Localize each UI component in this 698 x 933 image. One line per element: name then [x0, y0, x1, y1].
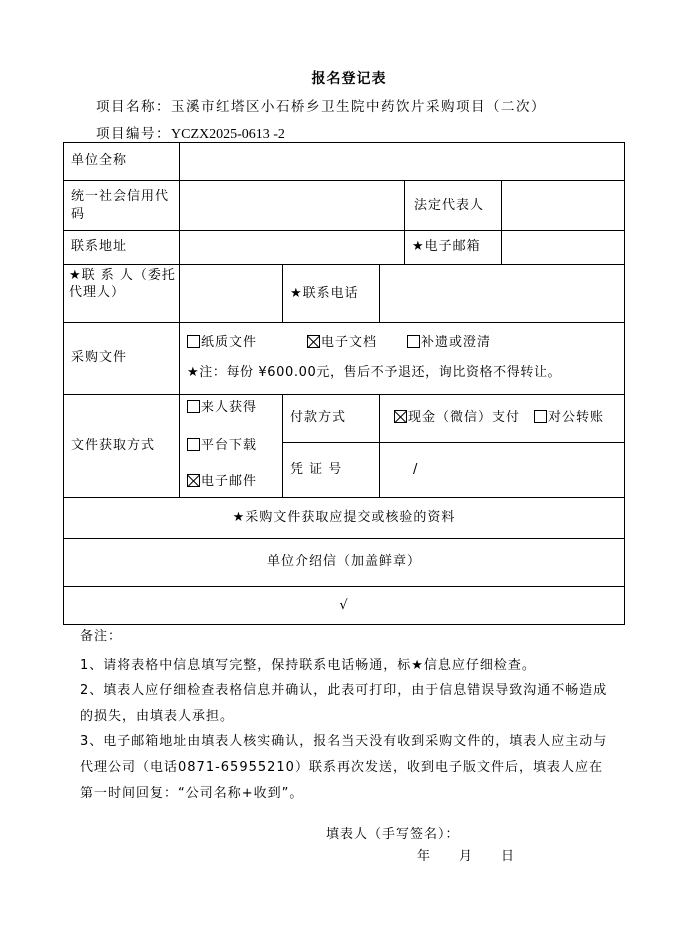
payment-option-label: 对公转账: [548, 410, 605, 425]
project-name-line: [96, 95, 546, 115]
phone-field[interactable]: [380, 265, 624, 321]
form-title: 报名登记表: [311, 71, 387, 87]
project-code: YCZX2025-0613 -2: [171, 127, 285, 142]
project-code-label: 项目编号：: [96, 126, 171, 142]
grid-line: [379, 394, 380, 497]
voucher-label: 凭 证 号: [290, 462, 343, 477]
credit-code-label: 统一社会信用代码: [71, 189, 170, 222]
address-field[interactable]: [180, 231, 403, 263]
phone-label: ★联系电话: [290, 286, 359, 301]
checkbox-icon[interactable]: [187, 335, 200, 348]
method-label: 文件获取方式: [71, 438, 156, 453]
notes-item: 1、请将表格中信息填写完整，保持联系电话畅通，标★信息应仔细检查。: [80, 658, 536, 673]
method-option-download[interactable]: [187, 437, 257, 455]
credit-code-field[interactable]: [180, 181, 403, 229]
doc-option-electronic[interactable]: [307, 334, 377, 352]
notes-item: 3、电子邮箱地址由填表人核实确认，报名当天没有收到采购文件的，填表人应主动与代理公司（电话0871-65955210）联系再次发送，收到电子版文件后，填表人应在第一时间回复：“公司名称+收到”。: [80, 734, 608, 801]
payment-option-label: 现金（微信）支付: [408, 410, 521, 425]
legal-rep-field[interactable]: [502, 181, 624, 229]
method-option-label: 来人获得: [201, 400, 258, 415]
project-name-label: 项目名称：: [96, 99, 171, 115]
payment-option-transfer[interactable]: [534, 409, 604, 427]
email-field[interactable]: [502, 231, 624, 263]
grid-line: [63, 538, 625, 539]
materials-item: 单位介绍信（加盖鲜章）: [266, 554, 421, 569]
voucher-value: /: [413, 462, 419, 477]
checkbox-icon[interactable]: [407, 335, 420, 348]
materials-check: √: [339, 598, 349, 613]
checkbox-icon[interactable]: [187, 400, 200, 413]
grid-line: [63, 322, 625, 323]
checkbox-icon[interactable]: [534, 410, 547, 423]
grid-line: [63, 497, 625, 498]
project-code-line: [96, 122, 285, 143]
unit-name-field[interactable]: [180, 143, 624, 179]
checked-checkbox-icon[interactable]: [187, 474, 200, 487]
method-option-email[interactable]: [187, 473, 257, 491]
doc-label: 采购文件: [71, 350, 128, 365]
grid-line: [179, 394, 180, 497]
legal-rep-label: 法定代表人: [414, 198, 485, 213]
grid-line: [282, 394, 283, 497]
signature-label: 填表人（手写签名）：: [326, 827, 460, 842]
grid-line: [282, 264, 283, 322]
grid-line: [179, 322, 180, 394]
unit-name-label: 单位全称: [71, 153, 128, 168]
method-option-label: 电子邮件: [201, 474, 258, 489]
doc-option-paper[interactable]: [187, 334, 257, 352]
grid-line: [63, 586, 625, 587]
checked-checkbox-icon[interactable]: [394, 410, 407, 423]
project-name: 玉溪市红塔区小石桥乡卫生院中药饮片采购项目（二次）: [171, 99, 546, 115]
doc-option-label: 电子文档: [321, 335, 378, 350]
method-option-in-person[interactable]: [187, 399, 257, 417]
payment-label: 付款方式: [290, 410, 347, 425]
method-option-label: 平台下载: [201, 438, 258, 453]
grid-line: [404, 180, 405, 264]
payment-option-cash[interactable]: [394, 409, 520, 427]
notes-heading: 备注：: [80, 629, 123, 644]
doc-option-label: 纸质文件: [201, 335, 258, 350]
address-label: 联系地址: [71, 239, 128, 254]
email-label: ★电子邮箱: [412, 239, 481, 254]
doc-option-label: 补遗或澄清: [421, 335, 492, 350]
contact-label: ★联 系 人（委托代理人）: [69, 268, 176, 300]
grid-line: [63, 394, 625, 395]
grid-line: [282, 442, 625, 443]
contact-field[interactable]: [180, 265, 281, 321]
signature-date: 年 月 日: [417, 849, 516, 864]
checked-checkbox-icon[interactable]: [307, 335, 320, 348]
doc-option-addendum[interactable]: [407, 334, 491, 352]
doc-note: ★注：每份 ¥600.00元，售后不予退还，询比资格不得转让。: [187, 365, 562, 380]
materials-header: ★采购文件获取应提交或核验的资料: [232, 510, 456, 525]
checkbox-icon[interactable]: [187, 438, 200, 451]
notes-item: 2、填表人应仔细检查表格信息并确认，此表可打印，由于信息错误导致沟通不畅造成的损失，由填表人承担。: [80, 683, 608, 724]
